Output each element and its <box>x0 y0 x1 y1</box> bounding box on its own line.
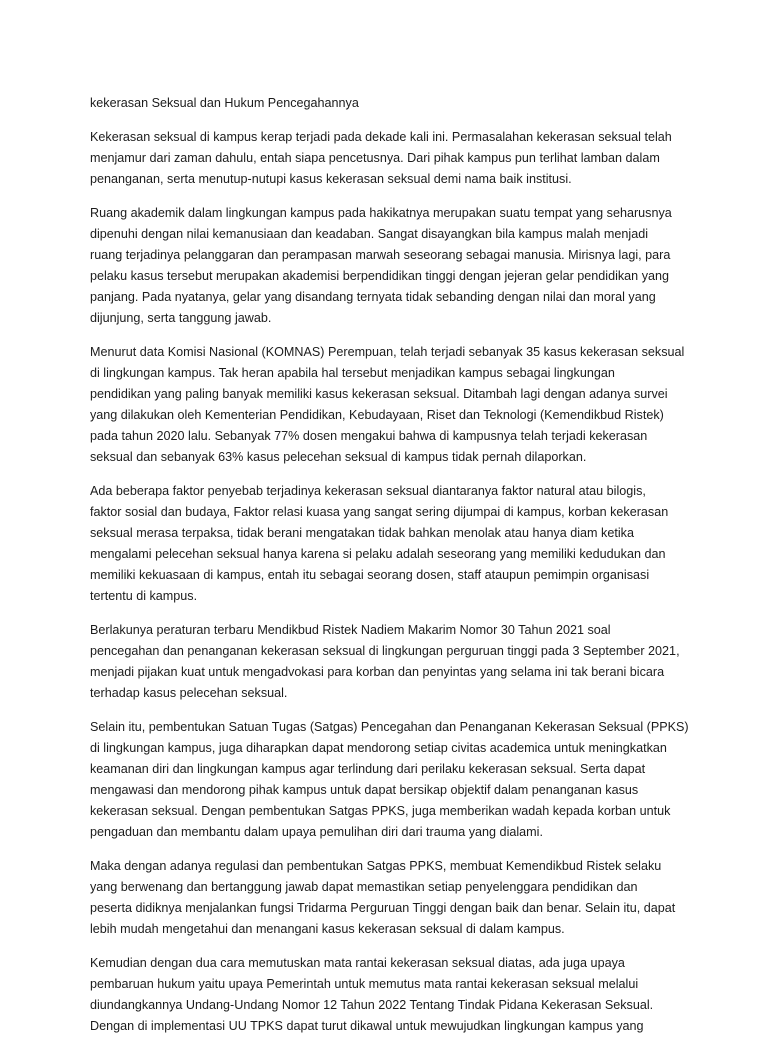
paragraph-line: terhadap kasus pelecehan seksual. <box>90 686 288 700</box>
paragraph-line: mengalami pelecehan seksual hanya karena si pelaku adalah seseorang yang memiliki kedudukan dan <box>90 547 666 561</box>
paragraph-line: ruang terjadinya pelanggaran dan perampasan marwah seseorang sebagai manusia. Mirisnya lagi, para <box>90 248 671 262</box>
paragraph-line: pendidikan yang paling banyak memiliki kasus kekerasan seksual. Ditambah lagi dengan adanya survei <box>90 387 668 401</box>
paragraph <box>90 717 689 843</box>
paragraph-line: yang dilakukan oleh Kementerian Pendidikan, Kebudayaan, Riset dan Teknologi (Kemendikbud Ristek) <box>90 408 664 422</box>
paragraph-line: kekerasan seksual. Dengan pembentukan Satgas PPKS, juga memberikan wadah kepada korban untuk <box>90 804 671 818</box>
paragraph <box>90 203 682 329</box>
paragraph-line: memiliki kekuasaan di kampus, entah itu sebagai seorang dosen, staff ataupun pemimpin organisasi <box>90 568 650 582</box>
paragraph-line: faktor sosial dan budaya, Faktor relasi kuasa yang sangat sering dijumpai di kampus, korban kekerasan <box>90 505 669 519</box>
paragraph-line: seksual merasa terpaksa, tidak berani mengatakan tidak bahkan menolak atau hanya diam ketika <box>90 526 634 540</box>
paragraph-line: Menurut data Komisi Nasional (KOMNAS) Perempuan, telah terjadi sebanyak 35 kasus kekerasan seksual <box>90 345 685 359</box>
paragraph-line: pembaruan hukum yaitu upaya Pemerintah untuk memutus mata rantai kekerasan seksual melalui <box>90 977 639 991</box>
paragraph-line: penanganan, serta menutup-nutupi kasus kekerasan seksual demi nama baik institusi. <box>90 172 572 186</box>
paragraph-line: seksual dan sebanyak 63% kasus pelecehan seksual di kampus tidak pernah dilaporkan. <box>90 450 587 464</box>
paragraph-line: Ruang akademik dalam lingkungan kampus pada hakikatnya merupakan suatu tempat yang seharusnya <box>90 206 672 220</box>
paragraph-line: di lingkungan kampus. Tak heran apabila hal tersebut menjadikan kampus sebagai lingkungan <box>90 366 615 380</box>
paragraph <box>90 620 682 704</box>
paragraph-line: menjamur dari zaman dahulu, entah siapa pencetusnya. Dari pihak kampus pun terlihat lamban dalam <box>90 151 660 165</box>
paragraph-line: peserta didiknya menjalankan fungsi Tridarma Perguruan Tinggi dengan baik dan benar. Selain itu, dapat <box>90 901 676 915</box>
paragraph <box>90 342 685 468</box>
paragraph-line: Ada beberapa faktor penyebab terjadinya kekerasan seksual diantaranya faktor natural atau bilogis, <box>90 484 646 498</box>
paragraph-line: pengaduan dan membantu dalam upaya pemulihan diri dari trauma yang dialami. <box>90 825 543 839</box>
paragraph-line: Dengan di implementasi UU TPKS dapat turut dikawal untuk mewujudkan lingkungan kampus yang <box>90 1019 644 1033</box>
paragraph-line: keamanan diri dan lingkungan kampus agar terlindung dari perilaku kekerasan seksual. Serta dapat <box>90 762 646 776</box>
paragraph-line: Maka dengan adanya regulasi dan pembentukan Satgas PPKS, membuat Kemendikbud Ristek selaku <box>90 859 662 873</box>
paragraph-line: pada tahun 2020 lalu. Sebanyak 77% dosen mengakui bahwa di kampusnya telah terjadi kekerasan <box>90 429 648 443</box>
paragraph-line: diundangkannya Undang-Undang Nomor 12 Tahun 2022 Tentang Tindak Pidana Kekerasan Seksual. <box>90 998 654 1012</box>
document-body <box>90 93 689 1050</box>
paragraph-line: pelaku kasus tersebut merupakan akademisi berpendidikan tinggi dengan jejeran gelar pendidikan yang <box>90 269 669 283</box>
paragraph-line: dipenuhi dengan nilai kemanusiaan dan keadaban. Sangat disayangkan bila kampus malah menjadi <box>90 227 649 241</box>
paragraph-line: Selain itu, pembentukan Satuan Tugas (Satgas) Pencegahan dan Penanganan Kekerasan Seksual (PPKS) <box>90 720 689 734</box>
paragraph <box>90 953 682 1037</box>
paragraph-line: di lingkungan kampus, juga diharapkan dapat mendorong setiap civitas academica untuk meningkatkan <box>90 741 667 755</box>
paragraph-line: tertentu di kampus. <box>90 589 198 603</box>
paragraph-line: panjang. Pada nyatanya, gelar yang disandang ternyata tidak sebanding dengan nilai dan moral yang <box>90 290 656 304</box>
paragraph-line: Kemudian dengan dua cara memutuskan mata rantai kekerasan seksual diatas, ada juga upaya <box>90 956 625 970</box>
paragraph-line: pencegahan dan penanganan kekerasan seksual di lingkungan perguruan tinggi pada 3 September 2021, <box>90 644 680 658</box>
document-title: kekerasan Seksual dan Hukum Pencegahannya <box>90 96 359 110</box>
paragraph-list <box>90 127 689 1037</box>
paragraph-line: lebih mudah mengetahui dan menangani kasus kekerasan seksual di dalam kampus. <box>90 922 565 936</box>
paragraph <box>90 856 682 940</box>
paragraph-line: mengawasi dan mendorong pihak kampus untuk dapat bersikap objektif dalam penanganan kasus <box>90 783 639 797</box>
paragraph <box>90 127 682 190</box>
paragraph-line: menjadi pijakan kuat untuk mengadvokasi para korban dan penyintas yang selama ini tak berani bicara <box>90 665 665 679</box>
paragraph-line: yang berwenang dan bertanggung jawab dapat memastikan setiap penyelenggara pendidikan dan <box>90 880 638 894</box>
paragraph-line: Kekerasan seksual di kampus kerap terjadi pada dekade kali ini. Permasalahan kekerasan seksual telah <box>90 130 672 144</box>
paragraph-line: Berlakunya peraturan terbaru Mendikbud Ristek Nadiem Makarim Nomor 30 Tahun 2021 soal <box>90 623 611 637</box>
paragraph-line: dijunjung, serta tanggung jawab. <box>90 311 272 325</box>
paragraph <box>90 481 682 607</box>
